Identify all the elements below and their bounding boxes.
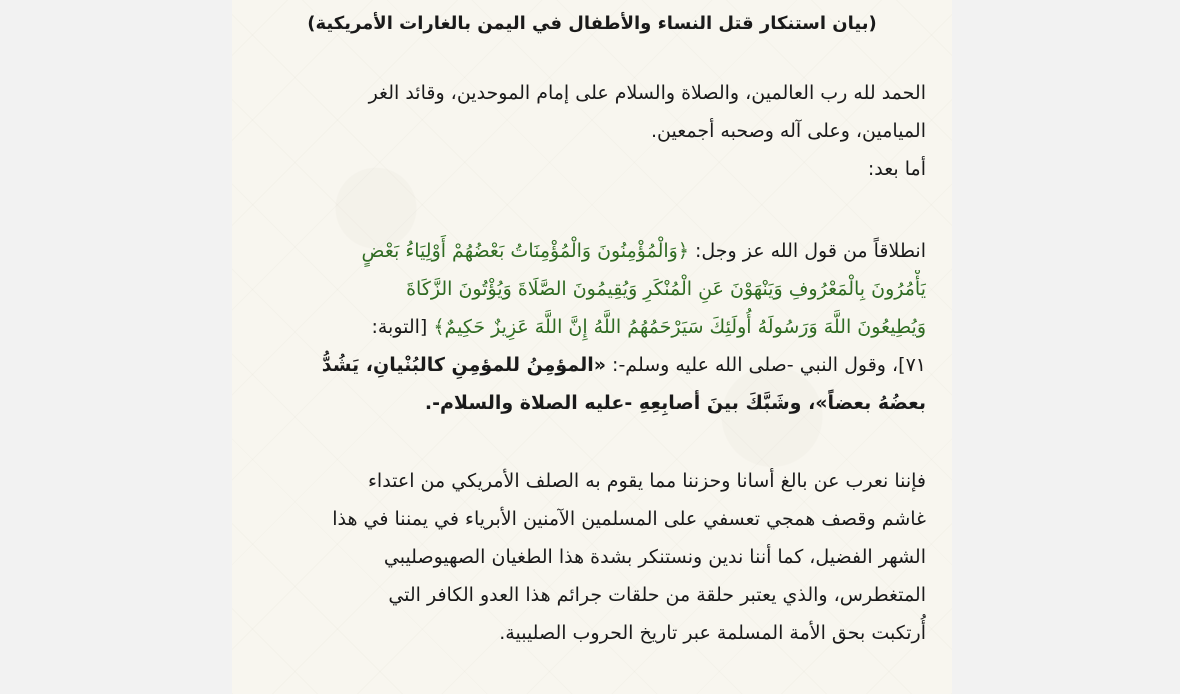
intro-line: الميامين، وعلى آله وصحبه أجمعين. [650, 120, 926, 142]
statement-line: المتغطرس، والذي يعتبر حلقة من حلقات جرائم هذا العدو الكافر التي [388, 584, 926, 606]
hadith-line [258, 346, 926, 384]
intro-paragraph [258, 74, 926, 188]
hadith-text: «المؤمِنُ للمؤمِنِ كالبُنْيانِ، يَشُدُّ [321, 354, 606, 376]
document-title: (بيان استنكار قتل النساء والأطفال في اليمن بالغارات الأمريكية) [307, 13, 877, 34]
statement-paragraph [258, 462, 926, 652]
hadith-text: بعضُهُ بعضاً»، وشَبَّكَ بينَ أصابِعِهِ -عليه الصلاة والسلام-. [424, 392, 926, 414]
verse-intro-text: انطلاقاً من قول الله عز وجل: [688, 240, 926, 262]
statement-line: الشهر الفضيل، كما أننا ندين ونستنكر بشدة هذا الطغيان الصهيوصليبي [383, 546, 926, 568]
statement-line: فإننا نعرب عن بالغ أسانا وحزننا مما يقوم به الصلف الأمريكي من اعتداء [367, 470, 926, 492]
verse-reference: [التوبة: [371, 316, 434, 338]
intro-line: الحمد لله رب العالمين، والصلاة والسلام على إمام الموحدين، وقائد الغر [368, 82, 926, 104]
quran-verse: وَيُطِيعُونَ اللَّهَ وَرَسُولَهُ أُولَئِكَ سَيَرْحَمُهُمُ اللَّهُ إِنَّ اللَّهَ عَزِيزٌ حَكِيمٌ﴾ [433, 316, 926, 338]
verse-line [258, 232, 926, 270]
statement-line: غاشم وقصف همجي تعسفي على المسلمين الآمنين الأبرياء في يمننا في هذا [332, 508, 926, 530]
hadith-intro-text: ٧١]، وقول النبي -صلى الله عليه وسلم-: [606, 354, 926, 376]
statement-line: أُرتكبت بحق الأمة المسلمة عبر تاريخ الحروب الصليبية. [499, 622, 926, 644]
quran-verse: ﴿وَالْمُؤْمِنُونَ وَالْمُؤْمِنَاتُ بَعْضُهُمْ أَوْلِيَاءُ بَعْضٍ [361, 240, 689, 262]
intro-line: أما بعد: [867, 158, 926, 180]
verse-paragraph [258, 232, 926, 422]
verse-line [258, 308, 926, 346]
quran-verse: يَأْمُرُونَ بِالْمَعْرُوفِ وَيَنْهَوْنَ عَنِ الْمُنْكَرِ وَيُقِيمُونَ الصَّلَاةَ وَيُؤْتُونَ الزَّكَاةَ [406, 278, 926, 300]
document-page [232, 0, 952, 694]
